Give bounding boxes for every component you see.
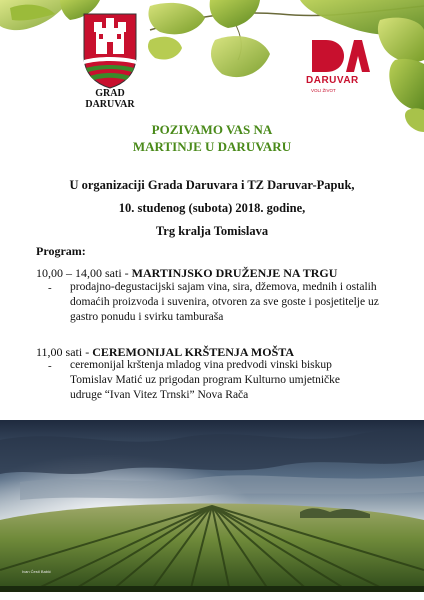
daruvar-logo-tagline: VOLI ŽIVOT <box>311 88 336 93</box>
program-item-1-heading <box>36 266 337 281</box>
headline-line2: MARTINJE U DARUVARU <box>132 139 292 154</box>
program-item-1-desc-line: domaćih proizvoda i suvenira, otvoren za sve goste i posjetitelje uz <box>70 296 379 308</box>
program-item-1-desc-line: gastro ponudu i svirku tamburaša <box>70 311 224 323</box>
grad-label-line1: GRAD <box>95 88 125 99</box>
program-item-2-desc-line: udruge “Ivan Vitez Trnski” Nova Rača <box>70 389 249 401</box>
grad-daruvar-crest <box>80 12 140 90</box>
program-item-1-description <box>70 280 410 325</box>
program-item-2-desc-line: ceremonijal krštenja mladog vina predvodi vinski biskup <box>70 359 332 371</box>
program-item-2-description <box>70 358 390 403</box>
intro-date: 10. studenog (subota) 2018. godine, <box>118 201 306 215</box>
program-item-1-time: 10,00 – 14,00 sati - <box>36 266 132 280</box>
program-item-2-desc-line: Tomislav Matić uz prigodan program Kulturno umjetničke <box>70 374 341 386</box>
program-item-2-dash: - <box>48 360 52 372</box>
vineyard-photo <box>0 420 424 592</box>
program-item-1-dash: - <box>48 282 52 294</box>
program-item-1-title: MARTINJSKO DRUŽENJE NA TRGU <box>131 266 338 280</box>
grad-daruvar-label <box>70 88 150 110</box>
program-label: Program: <box>36 244 86 258</box>
headline-line1: POZIVAMO VAS NA <box>151 122 273 137</box>
daruvar-logo-name: DARUVAR <box>306 75 359 86</box>
program-item-1-desc-line: prodajno-degustacijski sajam vina, sira, džemova, mednih i ostalih <box>70 281 377 293</box>
daruvar-logo-mark <box>310 38 372 74</box>
intro-location: Trg kralja Tomislava <box>155 224 269 238</box>
program-item-2-time: 11,00 sati - <box>36 345 93 359</box>
grad-label-line2: DARUVAR <box>85 99 135 110</box>
intro-organizer: U organizaciji Grada Daruvara i TZ Daruvar-Papuk, <box>69 178 355 192</box>
program-item-2-title: CEREMONIJAL KRŠTENJA MOŠTA <box>92 345 295 359</box>
photo-credit: Ivan Ćesti Babić <box>22 569 51 574</box>
